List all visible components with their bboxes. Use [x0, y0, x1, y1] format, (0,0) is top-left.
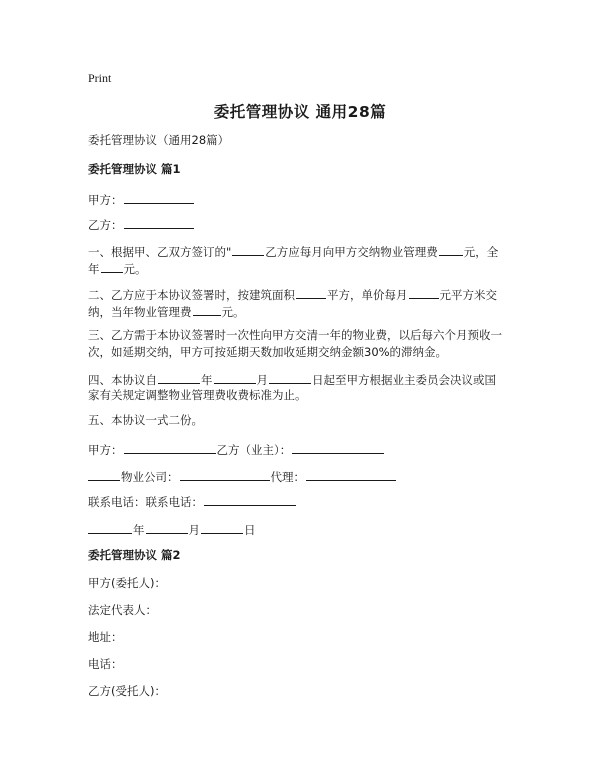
party-b-label: 乙方： — [88, 218, 123, 232]
clause-4-text-c: 月 — [256, 373, 268, 387]
clause-1-line-2 — [88, 259, 147, 277]
party-b-blank — [124, 215, 194, 229]
clause-3-line-2: 次，如延期交纳，甲方可按延期天数加收延期交纳金额30%的滞纳金。 — [88, 345, 448, 359]
clause-5: 五、本协议一式二份。 — [88, 413, 203, 427]
clause-1-text-d: 年 — [88, 262, 100, 276]
page-title: 委托管理协议 通用28篇 — [213, 103, 387, 121]
clause-2-text-c: 元平方米交 — [439, 288, 497, 302]
clause-2-line-2 — [88, 302, 245, 320]
clause-2-text-d: 纳，当年物业管理费 — [88, 305, 192, 319]
property-company-label: 物业公司： — [121, 470, 179, 484]
blank — [180, 467, 270, 481]
clause-3-line-1: 三、乙方需于本协议签署时一次性向甲方交清一年的物业费，以后每六个月预收一 — [88, 328, 502, 342]
clause-1-text-b: 乙方应每月向甲方交纳物业管理费 — [265, 245, 438, 259]
blank — [409, 285, 439, 299]
sign-party-line — [88, 440, 385, 458]
principal-label: 甲方(委托人)： — [88, 576, 166, 590]
legal-rep-label: 法定代表人： — [88, 603, 157, 617]
intro-text: 委托管理协议（通用28篇） — [88, 133, 230, 147]
blank — [292, 440, 384, 454]
blank — [232, 242, 264, 256]
clause-4-text-a: 四、本协议自 — [88, 373, 157, 387]
clause-4-line-2: 家有关规定调整物业管理费收费标准为止。 — [88, 388, 307, 402]
article-2-heading: 委托管理协议 篇2 — [88, 548, 181, 562]
blank — [204, 492, 296, 506]
blank — [146, 520, 188, 534]
address-label: 地址： — [88, 630, 123, 644]
party-b-line — [88, 215, 195, 233]
agent-party-label: 乙方(受托人)： — [88, 684, 166, 698]
clause-2-text-a: 二、乙方应于本协议签署时，按建筑面积 — [88, 288, 295, 302]
sign-party-b-label: 乙方（业主）： — [216, 443, 292, 457]
clause-4-text-d: 日起至甲方根据业主委员会决议或国 — [312, 373, 496, 387]
blank — [158, 370, 200, 384]
clause-4-text-b: 年 — [201, 373, 213, 387]
blank — [193, 302, 221, 316]
blank — [88, 520, 132, 534]
article-1-heading: 委托管理协议 篇1 — [88, 162, 181, 176]
clause-1-line-1 — [88, 242, 498, 260]
clause-1-text-e: 元。 — [123, 262, 147, 276]
clause-1-text-a: 一、根据甲、乙双方签订的" — [88, 245, 232, 259]
clause-2-text-b: 平方，单价每月 — [327, 288, 408, 302]
sign-phone-line — [88, 492, 297, 510]
blank — [269, 370, 311, 384]
sign-party-a-label: 甲方： — [88, 443, 123, 457]
agent-label: 代理： — [270, 470, 305, 484]
blank — [214, 370, 256, 384]
blank — [88, 467, 120, 481]
blank — [101, 259, 123, 273]
clause-1-text-c: 元，全 — [463, 245, 499, 259]
blank — [296, 285, 326, 299]
clause-2-text-e: 元。 — [221, 305, 245, 319]
party-a-blank — [124, 190, 194, 204]
sign-date-line — [88, 520, 256, 538]
sign-company-line — [88, 467, 397, 485]
phone-label-2: 电话： — [88, 657, 123, 671]
blank — [439, 242, 463, 256]
blank — [306, 467, 396, 481]
date-month-label: 月 — [188, 523, 200, 537]
print-label[interactable]: Print — [88, 71, 112, 85]
clause-4-line-1 — [88, 370, 496, 388]
blank — [124, 440, 216, 454]
clause-2-line-1 — [88, 285, 497, 303]
phone-label: 联系电话：联系电话： — [88, 495, 203, 509]
date-year-label: 年 — [133, 523, 145, 537]
party-a-label: 甲方： — [88, 193, 123, 207]
party-a-line — [88, 190, 195, 208]
blank — [201, 520, 243, 534]
date-day-label: 日 — [244, 523, 256, 537]
